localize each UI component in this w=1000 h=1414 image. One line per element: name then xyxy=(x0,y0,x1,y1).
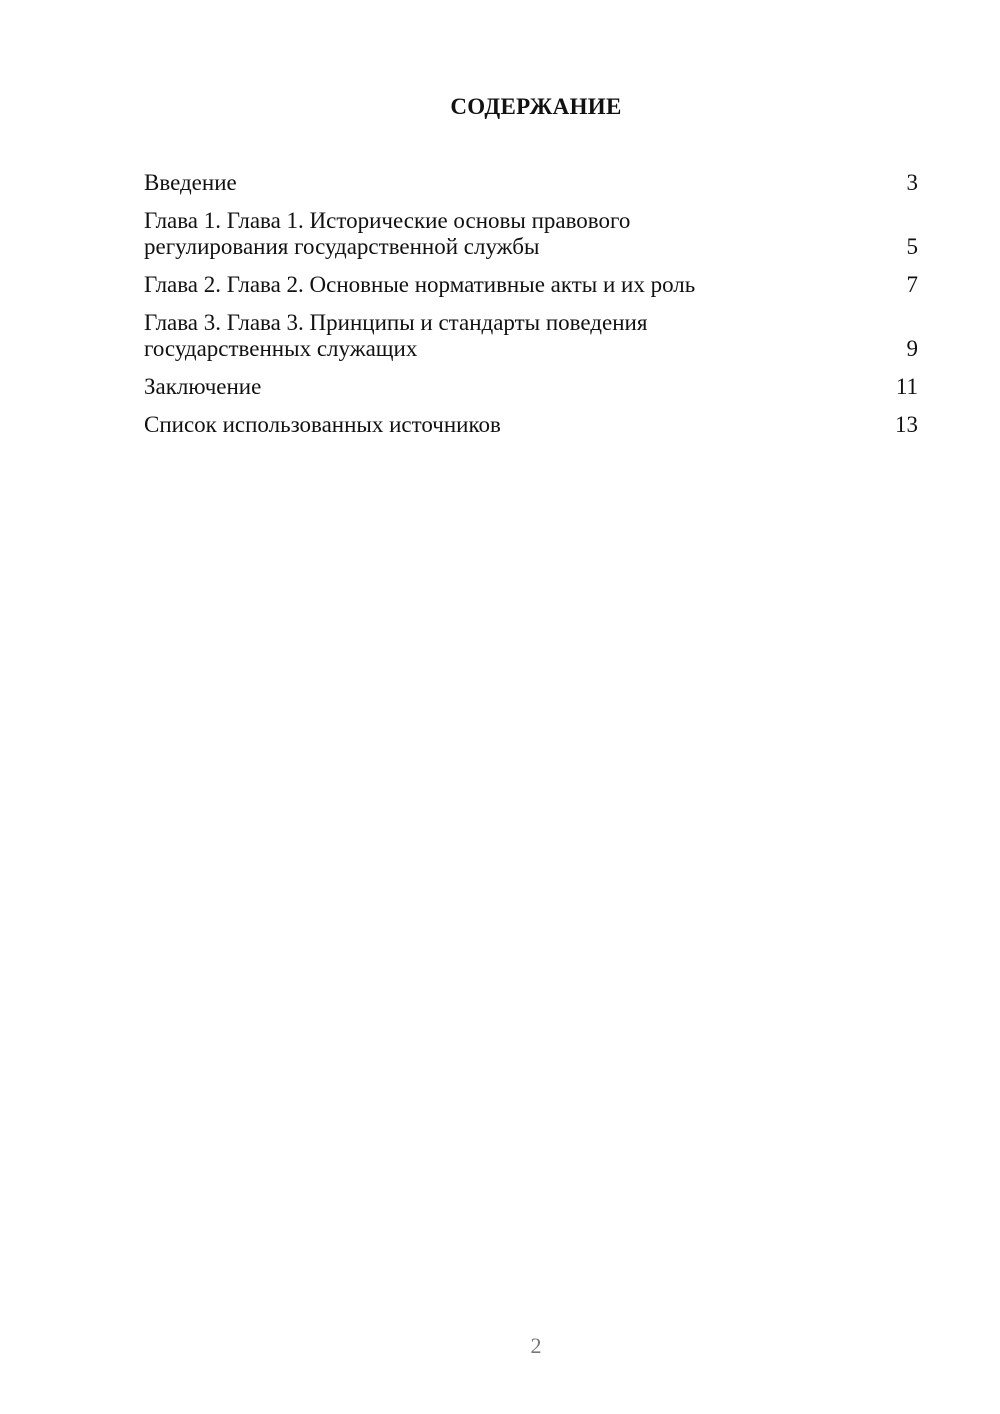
toc-entry-page: 13 xyxy=(895,412,918,437)
toc-entry-chapter-2 xyxy=(144,272,918,298)
toc-list xyxy=(144,170,918,450)
toc-entry-page: 11 xyxy=(895,374,918,399)
toc-entry-text: Заключение xyxy=(144,374,262,399)
toc-entry-text: Глава 2. Глава 2. Основные нормативные акты и их роль xyxy=(144,272,696,297)
toc-entry-chapter-1 xyxy=(144,208,918,260)
toc-entry-text: Глава 1. Глава 1. Исторические основы правового регулирования государственной службы xyxy=(144,208,631,259)
toc-entry-introduction xyxy=(144,170,918,196)
toc-entry-text: Список использованных источников xyxy=(144,412,501,437)
toc-entry-references xyxy=(144,412,918,438)
toc-entry-page: 9 xyxy=(906,336,918,361)
toc-entry-text: Введение xyxy=(144,170,237,195)
toc-entry-conclusion xyxy=(144,374,918,400)
page-number: 2 xyxy=(530,1333,542,1358)
toc-entry-chapter-3 xyxy=(144,310,918,362)
toc-entry-page: 3 xyxy=(906,170,918,195)
toc-entry-page: 7 xyxy=(906,272,918,297)
toc-title: СОДЕРЖАНИЕ xyxy=(450,94,622,119)
toc-entry-text: Глава 3. Глава 3. Принципы и стандарты поведения государственных служащих xyxy=(144,310,648,361)
toc-entry-page: 5 xyxy=(906,234,918,259)
